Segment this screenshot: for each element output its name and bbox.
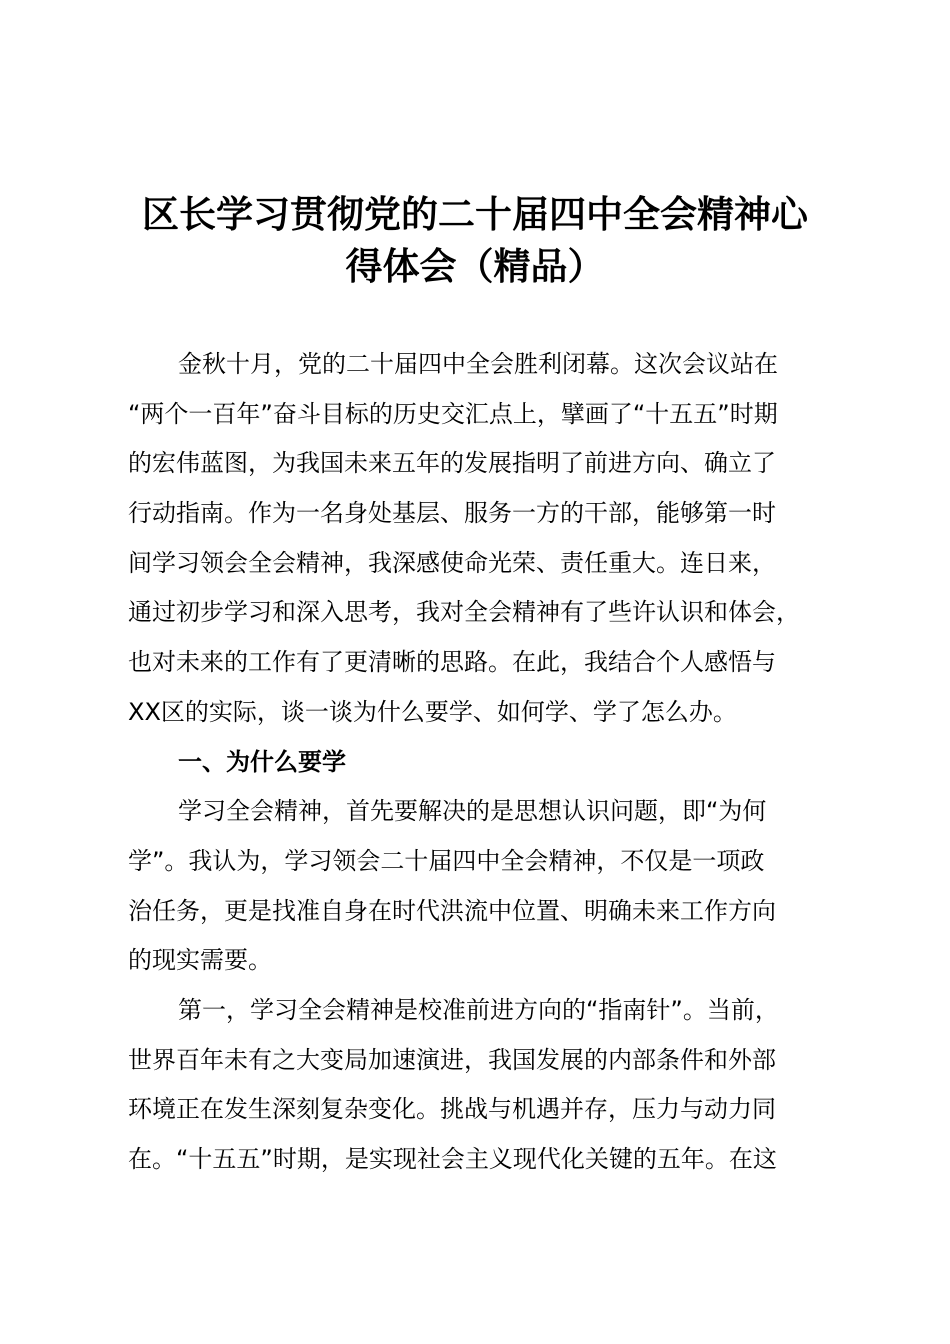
body-line-10: 学习全会精神，首先要解决的是思想认识问题，即“为何 [178,797,767,826]
document-title [110,188,840,292]
body-line-12: 治任务，更是找准自身在时代洪流中位置、明确未来工作方向 [128,896,776,925]
title-line-2: 得体会（精品） [345,244,605,288]
body-line-4: 行动指南。作为一名身处基层、服务一方的干部，能够第一时 [128,499,776,528]
body-line-2: “两个一百年”奋斗目标的历史交汇点上，擘画了“十五五”时期 [128,399,778,428]
title-line-1: 区长学习贯彻党的二十届四中全会精神心 [142,192,808,236]
body-line-6: 通过初步学习和深入思考，我对全会精神有了些许认识和体会， [128,598,800,627]
body-line-7: 也对未来的工作有了更清晰的思路。在此，我结合个人感悟与 [128,648,776,677]
body-line-3: 的宏伟蓝图，为我国未来五年的发展指明了前进方向、确立了 [128,449,776,478]
body-line-15: 世界百年未有之大变局加速演进，我国发展的内部条件和外部 [128,1045,776,1074]
body-line-11: 学”。我认为，学习领会二十届四中全会精神，不仅是一项政 [128,846,765,875]
body-line-16: 环境正在发生深刻复杂变化。挑战与机遇并存，压力与动力同 [128,1095,776,1124]
body-line-17: 在。“十五五”时期，是实现社会主义现代化关键的五年。在这 [128,1145,777,1173]
body-line-1: 金秋十月，党的二十届四中全会胜利闭幕。这次会议站在 [178,350,778,378]
document-body [128,340,840,1185]
section-heading: 一、为什么要学 [178,747,346,776]
body-line-8: XX区的实际，谈一谈为什么要学、如何学、学了怎么办。 [128,697,737,726]
body-line-14: 第一，学习全会精神是校准前进方向的“指南针”。当前， [178,995,779,1024]
body-line-13: 的现实需要。 [128,946,272,975]
body-line-5: 间学习领会全会精神，我深感使命光荣、责任重大。连日来， [128,548,776,577]
